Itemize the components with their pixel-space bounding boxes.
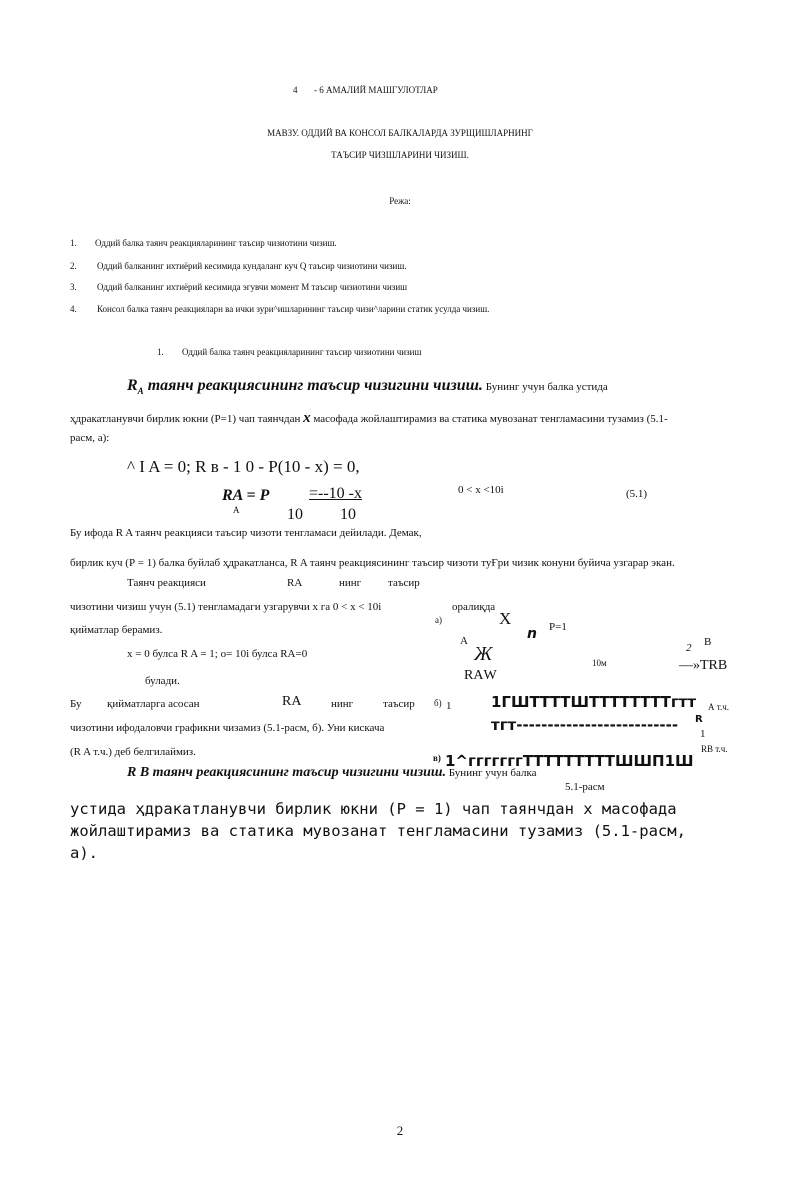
text-line-1: Бу ифода R A таянч реакцияси таъсир чизоти тенгламаси дейилади. Демак, bbox=[70, 527, 422, 539]
equation-fraction: =--10 -х bbox=[309, 485, 363, 502]
ra-symbol: R bbox=[127, 377, 138, 394]
fig-reaction-ra: RАW bbox=[464, 668, 497, 683]
text-line-8e: таъсир bbox=[383, 698, 415, 710]
fig-b-one-2: 1 bbox=[700, 728, 706, 740]
text-line-4b: оралиқда bbox=[452, 601, 496, 613]
section-number: 1. bbox=[157, 347, 164, 357]
fig-r: R bbox=[695, 714, 703, 725]
text-line-3b: RA bbox=[287, 577, 303, 589]
text-line-8c: RA bbox=[282, 694, 302, 709]
para1-heading-tail: Бунинг учун балка устида bbox=[482, 381, 608, 393]
fig-ra-influence-label: А т.ч. bbox=[708, 702, 730, 712]
para2-line-2: жойлаштирамиз ва статика мувозанат тенгламасини тузамиз (5.1-расм, bbox=[70, 822, 686, 840]
fig-rb-influence-label: RB т.ч. bbox=[701, 744, 728, 754]
text-line-6: x = 0 булса R A = 1; o= 10i булса RA=0 bbox=[127, 648, 308, 660]
fig-support-a: А bbox=[460, 635, 468, 647]
text-line-8b: қийматларга асосан bbox=[107, 698, 200, 710]
equation-condition: 0 < x <10i bbox=[458, 484, 504, 496]
para1-line-2a: ҳдракатланувчи бирлик юкни (Р=1) чап таянчдан bbox=[70, 413, 304, 425]
denominator-2: 10 bbox=[340, 506, 356, 523]
page-number: 2 bbox=[396, 1123, 404, 1138]
plan-item-4-number: 4. bbox=[70, 304, 77, 314]
fig-n: n bbox=[527, 626, 537, 642]
para1-line-2 bbox=[70, 410, 668, 427]
plan-item-4-text: Консол балка таянч реакцияларн ва ички зури^ишларининг таъсир чизи^ларини статик усулда чизиш. bbox=[97, 304, 490, 314]
para2-line-1: устида ҳдракатланувчи бирлик юкни (P = 1) чап таянчдан х масофада bbox=[70, 800, 677, 818]
header-number: 4 bbox=[293, 85, 298, 95]
para1-line-3: расм, а): bbox=[70, 432, 110, 444]
equation-ra: RA = P bbox=[222, 487, 270, 504]
fig-v-line: 1^гггггггТТТТТТТТТШШП1Ш bbox=[445, 752, 694, 770]
fig-label-b: б) bbox=[434, 698, 442, 708]
text-line-2: бирлик куч (Р = 1) балка буйлаб ҳдракатланса, R A таянч реакциясининг таъсир чизоти туҒри чизик конуни буйича узгарар экан. bbox=[70, 557, 675, 569]
para2-line-3: а). bbox=[70, 844, 98, 862]
para2-heading-line bbox=[127, 765, 537, 781]
plan-item-3-text: Оддий балканинг ихтиёрий кесимида эгувчи момент М таъсир чизиотини чизиш bbox=[97, 282, 408, 292]
plan-item-3-number: 3. bbox=[70, 282, 77, 292]
denominator-1: 10 bbox=[287, 506, 303, 523]
text-line-8d: нинг bbox=[331, 698, 354, 710]
section-title: Оддий балка таянч реакцияларининг таъсир чизиотини чизиш bbox=[182, 347, 422, 357]
text-line-7: булади. bbox=[145, 675, 180, 687]
text-line-8a: Бу bbox=[70, 698, 82, 710]
plan-item-1-number: 1. bbox=[70, 238, 77, 248]
para1-heading-line bbox=[127, 377, 608, 396]
para2-heading-tail: Бунинг учун балка bbox=[446, 767, 537, 779]
fig-load-p: Р=1 bbox=[549, 621, 567, 633]
topic-line-1: МАВЗУ. ОДДИЙ ВА КОНСОЛ БАЛКАЛАРДА ЗУРЩИШЛАРНИНГ bbox=[267, 128, 533, 138]
equation-sub-a: A bbox=[233, 505, 240, 515]
equation-1: ^ I A = 0; R в - 1 0 - P(10 - x) = 0, bbox=[127, 457, 360, 476]
equation-reference: (5.1) bbox=[626, 488, 648, 500]
text-line-3d: таъсир bbox=[388, 577, 420, 589]
fig-rb-influence-line: тгт-------------------------- bbox=[491, 716, 679, 734]
text-line-10: (R A т.ч.) деб белгилаймиз. bbox=[70, 746, 196, 758]
para1-line-2b: масофада жойлаштирамиз ва статика мувозанат тенгламасини тузамиз (5.1- bbox=[310, 413, 668, 425]
ra-subscript: A bbox=[137, 386, 144, 397]
plan-item-2-number: 2. bbox=[70, 261, 77, 271]
var-x: х bbox=[303, 410, 311, 426]
text-line-9: чизотини ифодаловчи графикни чизамиз (5.1-расм, б). Уни кискача bbox=[70, 722, 385, 734]
plan-label: Режа: bbox=[389, 196, 411, 206]
para2-heading: R B таянч реакциясининг таъсир чизигини чизиш. bbox=[127, 765, 447, 780]
text-line-3a: Таянч реакцияси bbox=[127, 577, 206, 589]
plan-item-2-text: Оддий балканинг ихтиёрий кесимида кундаланг куч Q таъсир чизиотини чизиш. bbox=[97, 261, 407, 271]
para1-heading: таянч реакциясининг таъсир чизигини чизиш. bbox=[143, 377, 483, 394]
figure-caption: 5.1-расм bbox=[565, 781, 605, 793]
text-line-4: чизотини чизиш учун (5.1) тенгламадаги узгарувчи х га 0 < x < 10i bbox=[70, 601, 382, 613]
fig-b-one: 1 bbox=[446, 700, 452, 712]
text-line-5: қийматлар берамиз. bbox=[70, 624, 163, 636]
text-line-3c: нинг bbox=[339, 577, 362, 589]
topic-line-2: ТАЪСИР ЧИЗШЛАРИНИ ЧИЗИШ. bbox=[331, 150, 469, 160]
fig-label-a: а) bbox=[435, 615, 442, 625]
plan-item-1-text: Оддий балка таянч реакцияларининг таъсир чизиотини чизиш. bbox=[95, 238, 337, 248]
header-title: - 6 АМАЛИЙ МАШГУЛОТЛАР bbox=[314, 85, 438, 95]
fig-two: 2 bbox=[686, 642, 692, 654]
fig-support-b: В bbox=[704, 636, 712, 648]
fig-reaction-rb: —»ТRB bbox=[679, 658, 728, 673]
fig-label-v: в) bbox=[433, 753, 441, 763]
fig-span-length: 10м bbox=[592, 658, 607, 668]
fig-support-symbol: Ж bbox=[474, 643, 493, 665]
fig-ra-influence-line: 1ГШТТТТШТТТТТТТТгтт bbox=[491, 693, 697, 711]
fig-x: Х bbox=[499, 609, 512, 628]
